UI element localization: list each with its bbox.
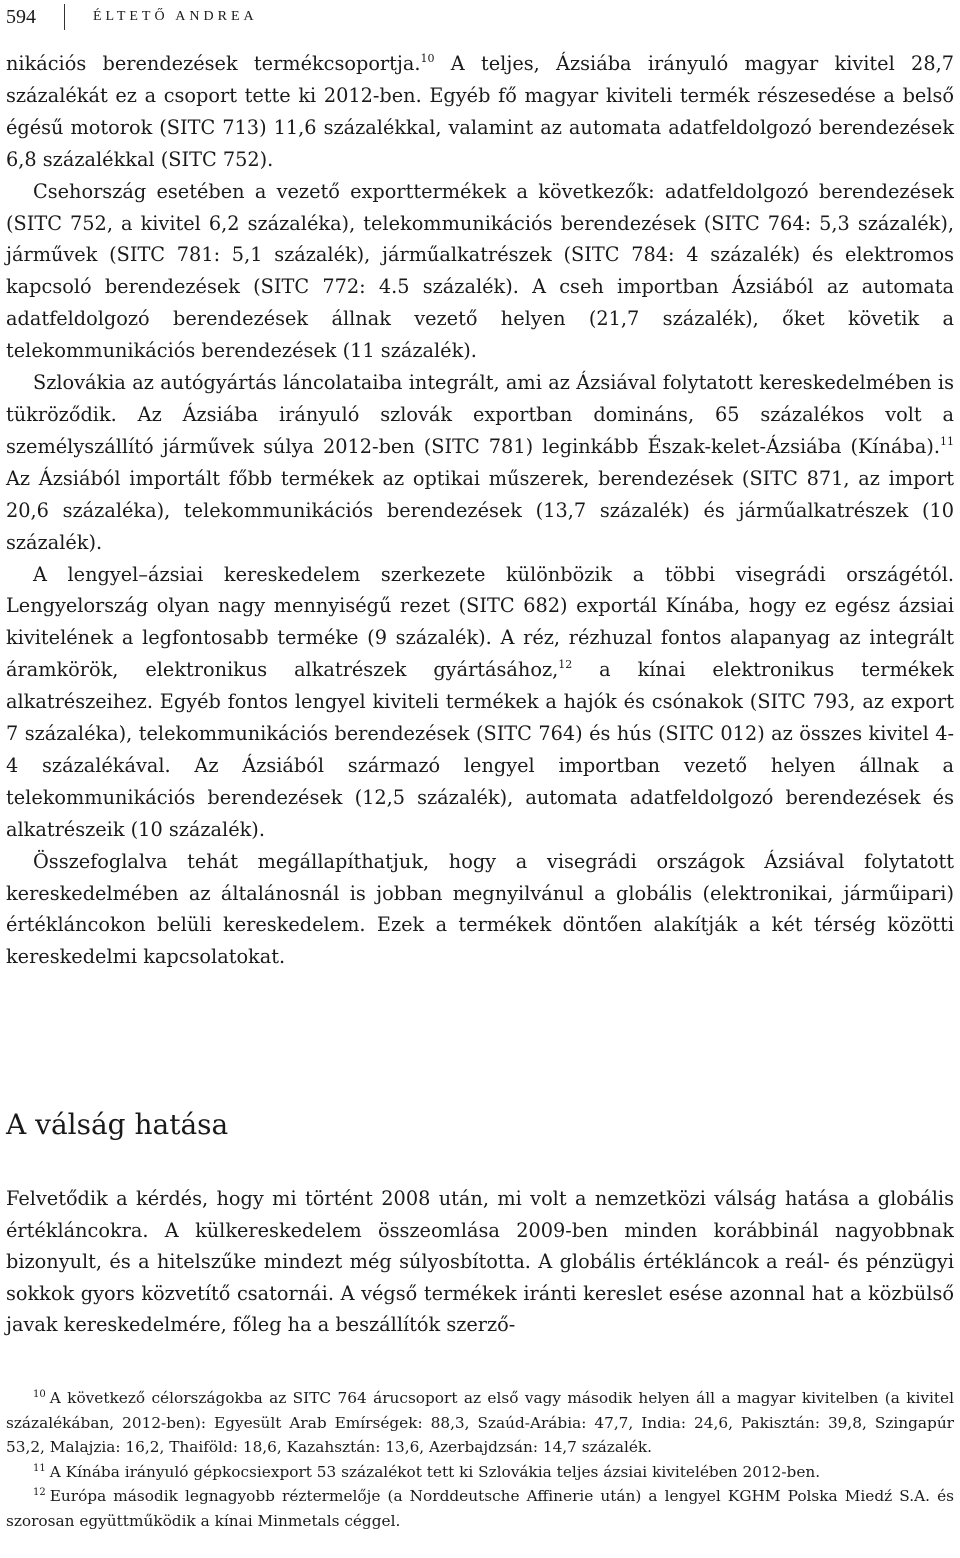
paragraph-4 xyxy=(6,559,954,846)
paragraph-5: Összefoglalva tehát megállapíthatjuk, hogy a visegrádi országok Ázsiával folytatott kereskedelmében az általánosnál is jobban megnyilvánul a globális (elektronikai, járműipari) értékláncokon belüli kereskedelem. Ezek a termékek döntően alakítják a két térség közötti kereskedelmi kapcsolatokat. xyxy=(6,849,954,969)
footnotes xyxy=(6,1386,954,1534)
paragraph-3 xyxy=(6,367,954,558)
section-heading: A válság hatása xyxy=(6,1108,229,1141)
footnote-mark: 10 xyxy=(33,1389,46,1400)
header-divider xyxy=(64,4,65,30)
page-number: 594 xyxy=(6,5,36,28)
footnote-text: A Kínába irányuló gépkocsiexport 53 százalékot tett ki Szlovákia teljes ázsiai kivitelében 2012-ben. xyxy=(49,1462,821,1481)
footnote-11 xyxy=(6,1460,954,1485)
page-header xyxy=(6,2,954,32)
footnote-10 xyxy=(6,1386,954,1460)
paragraph-3-text-a: Szlovákia az autógyártás láncolataiba integrált, ami az Ázsiával folytatott kereskedelmében is tükröződik. Az Ázsiába irányuló szlovák exportban domináns, 65 százalékos volt a személyszállító járművek súlya 2012-ben (SITC 781) leginkább Észak-kelet-Ázsiába (Kínába). xyxy=(6,371,954,458)
section-paragraph: Felvetődik a kérdés, hogy mi történt 2008 után, mi volt a nemzetközi válság hatása a globális értékláncokra. A külkereskedelem összeomlása 2009-ben minden korábbinál nagyobbnak bizonyult, és a hitelszűke mindezt még súlyosbította. A globális értékláncok a reál- és pénzügyi sokkok gyors közvetítő csatornái. A végső termékek iránti kereslet esése azonnal hat a közbülső javak kereskedelmére, főleg ha a beszállítók szerző- xyxy=(6,1187,954,1336)
paragraph-4-text-a: A lengyel–ázsiai kereskedelem szerkezete különbözik a többi visegrádi országétól. Lengyelország olyan nagy mennyiségű rezet (SITC 682) exportál Kínába, hogy ez egész ázsiai kivitelének a legfontosabb terméke (9 százalék). A réz, rézhuzal fontos alapanyag az integrált áramkörök, elektronikus alkatrészek gyártásához, xyxy=(6,562,954,682)
paragraph-1-text-b: A teljes, Ázsiába irányuló magyar kivitel 28,7 százalékát ez a csoport tette ki 2012-ben. Egyéb fő magyar kiviteli termék részesedése a belső égésű motorok (SITC 713) 11,6 százalékkal, valamint az automata adatfeldolgozó berendezések 6,8 százalékkal (SITC 752). xyxy=(6,52,954,171)
footnote-text: A következő célországokba az SITC 764 árucsoport az első vagy második helyen áll a magyar kivitelben (a kivitel százalékában, 2012-ben): Egyesült Arab Emírségek: 88,3, Szaúd-Arábia: 47,7, India: 24,6, Pakisztán: 39,8, Szingapúr 53,2, Malajzia: 16,2, Thaiföld: 18,6, Kazahsztán: 13,6, Azerbajdzsán: 14,7 százalék. xyxy=(6,1389,954,1457)
section-body xyxy=(6,1183,954,1341)
paragraph-1-text-a: nikációs berendezések termékcsoportja. xyxy=(6,52,421,75)
footnote-12 xyxy=(6,1484,954,1533)
footnote-ref-12[interactable]: 12 xyxy=(558,658,573,672)
paragraph-2: Csehország esetében a vezető exporttermékek a következők: adatfeldolgozó berendezések (SITC 752, a kivitel 6,2 százaléka), telekommunikációs berendezések (SITC 764: 5,3 százalék), járművek (SITC 781: 5,1 százalék), járműalkatrészek (SITC 784: 4 százalék) és elektromos kapcsoló berendezések (SITC 772: 4.5 százalék). A cseh importban Ázsiából az automata adatfeldolgozó berendezések állnak vezető helyen (21,7 százalék), őket követik a telekommunikációs berendezések (11 százalék). xyxy=(6,179,954,363)
running-head: ÉLTETŐ ANDREA xyxy=(93,9,258,24)
footnote-ref-10[interactable]: 10 xyxy=(420,52,435,65)
footnote-text: Európa második legnagyobb réztermelője (a Norddeutsche Affinerie után) a lengyel KGHM Polska Miedź S.A. és szorosan együttműködik a kínai Minmetals céggel. xyxy=(6,1487,954,1530)
footnote-mark: 11 xyxy=(33,1462,46,1474)
body-text xyxy=(6,48,954,973)
footnote-mark: 12 xyxy=(33,1487,46,1499)
paragraph-3-text-b: Az Ázsiából importált főbb termékek az optikai műszerek, berendezések (SITC 871, az import 20,6 százaléka), telekommunikációs berendezések (13,7 százalék) és járműalkatrészek (10 százalék). xyxy=(6,466,954,554)
paragraph-4-text-b: a kínai elektronikus termékek alkatrészeihez. Egyéb fontos lengyel kiviteli termékek a hajók és csónakok (SITC 793, az export 7 százaléka), telekommunikációs berendezések (SITC 764) és hús (SITC 012) az összes kivitel 4-4 százalékával. Az Ázsiából származó lengyel importban vezető helyen állnak a telekommunikációs berendezések (12,5 százalék), automata adatfeldolgozó berendezések és alkatrészeik (10 százalék). xyxy=(6,658,954,841)
footnote-ref-11[interactable]: 11 xyxy=(940,434,954,448)
paragraph-1 xyxy=(6,48,954,176)
